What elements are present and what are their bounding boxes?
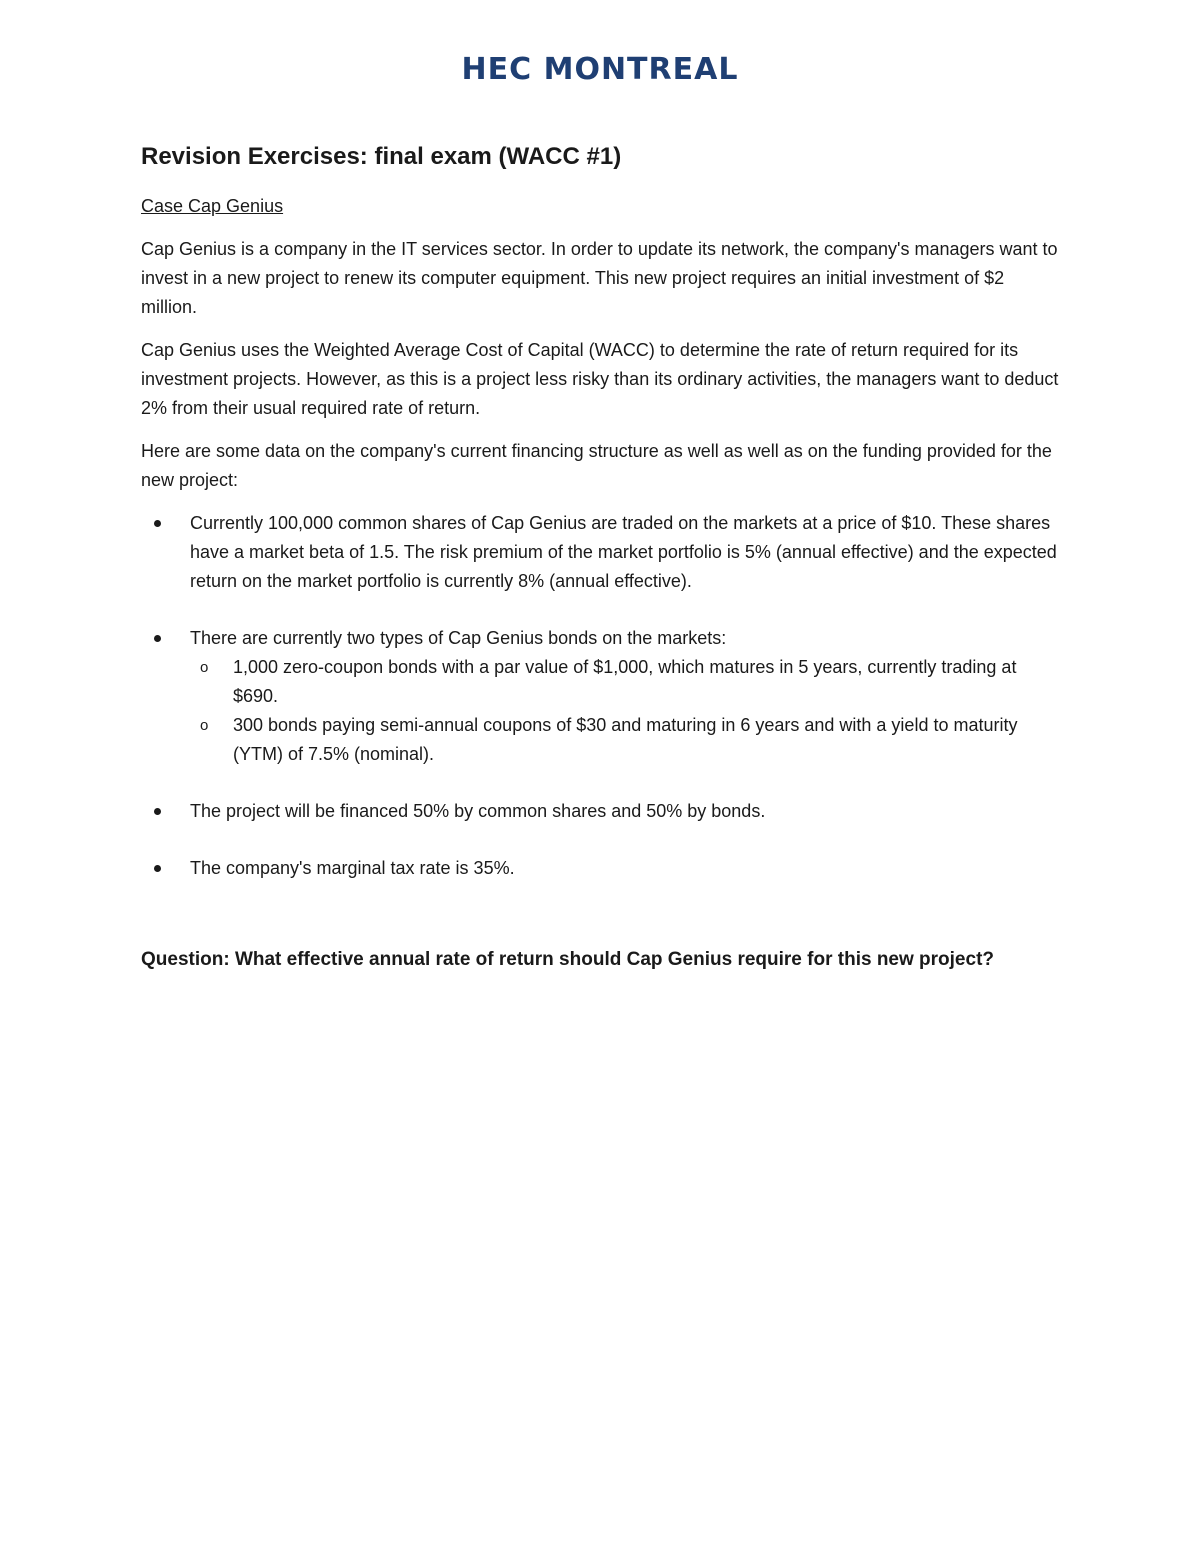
circle-bullet-icon: o: [200, 659, 209, 676]
sub-bullet-text: 1,000 zero-coupon bonds with a par value of $1,000, which matures in 5 years, currently trading at $690.: [233, 657, 1017, 706]
bullet-text: The company's marginal tax rate is 35%.: [190, 858, 515, 878]
paragraph-wacc: Cap Genius uses the Weighted Average Cost of Capital (WACC) to determine the rate of return required for its investment projects. However, as this is a project less risky than its ordinary activities, the managers want to deduct 2% from their usual required rate of return.: [141, 340, 1059, 418]
bullet-text: The project will be financed 50% by common shares and 50% by bonds.: [190, 801, 766, 821]
bullet-tax-rate: [141, 854, 1061, 883]
bullet-financing-split: [141, 797, 1061, 826]
bond-sub-list: [190, 653, 1061, 769]
logo-text: HEC MONTREAL: [461, 52, 739, 87]
paragraph-intro: Cap Genius is a company in the IT services sector. In order to update its network, the company's managers want to invest in a new project to renew its computer equipment. This new project requires an initial investment of $2 million.: [141, 239, 1058, 317]
document-body: [141, 140, 1061, 974]
paragraph-financing: Here are some data on the company's current financing structure as well as well as on the funding provided for the new project:: [141, 441, 1052, 490]
question-text: Question: What effective annual rate of return should Cap Genius require for this new project?: [141, 949, 994, 970]
bullet-icon: [154, 808, 161, 815]
sub-bullet-zero-coupon: [190, 653, 1061, 711]
bullet-icon: [154, 635, 161, 642]
sub-bullet-coupon-bonds: [190, 711, 1061, 769]
case-title: Case Cap Genius: [141, 196, 284, 216]
bullet-icon: [154, 520, 161, 527]
data-bullet-list: [141, 509, 1061, 883]
bullet-bonds: [141, 624, 1061, 769]
bullet-icon: [154, 865, 161, 872]
document-title: Revision Exercises: final exam (WACC #1): [141, 143, 622, 170]
circle-bullet-icon: o: [200, 717, 209, 734]
bullet-text: Currently 100,000 common shares of Cap Genius are traded on the markets at a price of $10. These shares have a market beta of 1.5. The risk premium of the market portfolio is 5% (annual effective) and the expected return on the market portfolio is currently 8% (annual effective).: [190, 513, 1057, 591]
sub-bullet-text: 300 bonds paying semi-annual coupons of $30 and maturing in 6 years and with a yield to maturity (YTM) of 7.5% (nominal).: [233, 715, 1018, 764]
bullet-common-shares: [141, 509, 1061, 596]
bullet-text: There are currently two types of Cap Genius bonds on the markets:: [190, 628, 727, 648]
hec-montreal-logo: [0, 52, 1200, 87]
